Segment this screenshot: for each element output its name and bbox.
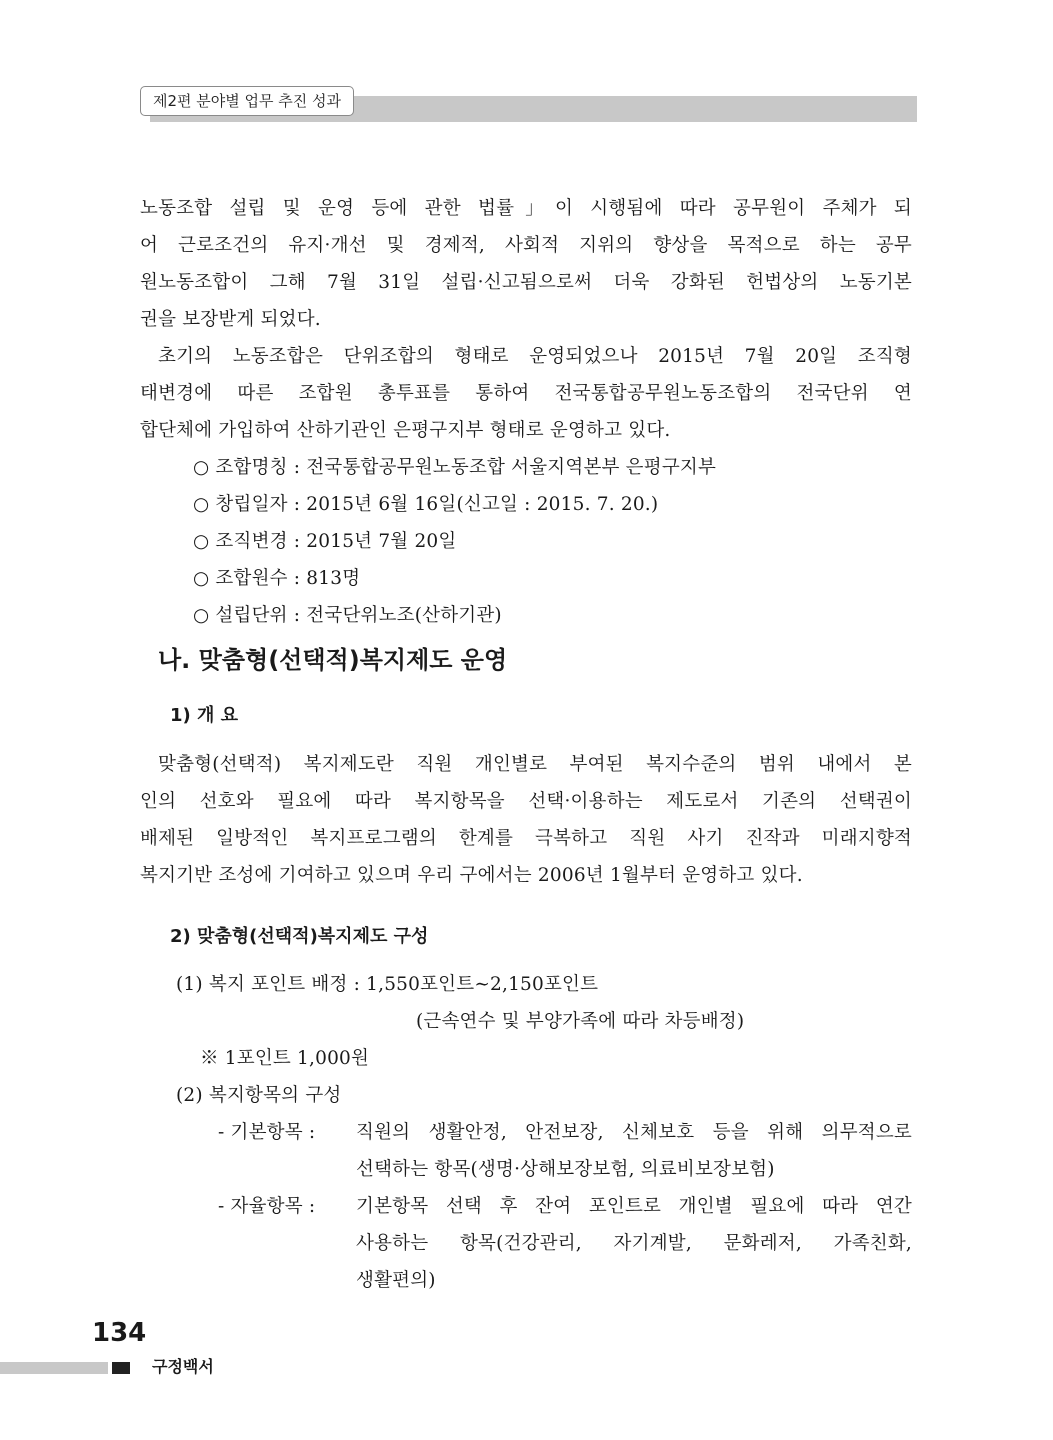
section-heading: 나. 맞춤형(선택적)복지제도 운영 xyxy=(158,646,508,674)
para2-line-2: 태변경에 따른 조합원 총투표를 통하여 전국통합공무원노동조합의 전국단위 연 xyxy=(140,383,912,404)
union-name-item: ○ 조합명칭 : 전국통합공무원노동조합 서울지역본부 은평구지부 xyxy=(193,457,717,478)
para2-line-3: 합단체에 가입하여 산하기관인 은평구지부 형태로 운영하고 있다. xyxy=(140,420,671,441)
optional-items-label: - 자율항목 : xyxy=(218,1196,316,1217)
optional-items-line-1: 기본항목 선택 후 잔여 포인트로 개인별 필요에 따라 연간 xyxy=(356,1196,912,1217)
member-count-item: ○ 조합원수 : 813명 xyxy=(193,568,361,589)
optional-items-line-2: 사용하는 항목(건강관리, 자기계발, 문화레저, 가족친화, xyxy=(356,1233,912,1254)
basic-items-line-1: 직원의 생활안정, 안전보장, 신체보호 등을 위해 의무적으로 xyxy=(356,1122,912,1143)
section-header-label: 제2편 분야별 업무 추진 성과 xyxy=(140,86,354,116)
footer-bar xyxy=(0,1362,108,1374)
book-title: 구정백서 xyxy=(152,1357,214,1376)
optional-items-line-3: 생활편의) xyxy=(356,1270,436,1291)
founding-date-item: ○ 창립일자 : 2015년 6월 16일(신고일 : 2015. 7. 20.) xyxy=(193,494,659,515)
intro-line-3: 원노동조합이 그해 7월 31일 설립·신고됨으로써 더욱 강화된 헌법상의 노동기본 xyxy=(140,272,912,293)
intro-line-1: 노동조합 설립 및 운영 등에 관한 법률」이 시행됨에 따라 공무원이 주체가 되 xyxy=(140,198,912,219)
org-change-item: ○ 조직변경 : 2015년 7월 20일 xyxy=(193,531,457,552)
basic-items-label: - 기본항목 : xyxy=(218,1122,316,1143)
page-number: 134 xyxy=(92,1318,147,1348)
point-allocation-line: (1) 복지 포인트 배정 : 1,550포인트∼2,150포인트 xyxy=(176,974,599,995)
intro-line-2: 어 근로조건의 유지·개선 및 경제적, 사회적 지위의 향상을 목적으로 하는 공무 xyxy=(140,235,912,256)
sub1-line-3: 배제된 일방적인 복지프로그램의 한계를 극복하고 직원 사기 진작과 미래지향적 xyxy=(140,828,912,849)
footer-square xyxy=(112,1362,130,1374)
point-value-note: ※ 1포인트 1,000원 xyxy=(200,1048,370,1069)
sub1-heading: 1) 개 요 xyxy=(170,705,239,726)
establishment-unit-item: ○ 설립단위 : 전국단위노조(산하기관) xyxy=(193,605,502,626)
point-allocation-note: (근속연수 및 부양가족에 따라 차등배정) xyxy=(416,1011,745,1032)
basic-items-line-2: 선택하는 항목(생명·상해보장보험, 의료비보장보험) xyxy=(356,1159,775,1180)
intro-line-4: 권을 보장받게 되었다. xyxy=(140,309,321,330)
items-heading: (2) 복지항목의 구성 xyxy=(176,1085,342,1106)
sub1-line-4: 복지기반 조성에 기여하고 있으며 우리 구에서는 2006년 1월부터 운영하고 있다. xyxy=(140,865,803,886)
sub2-heading: 2) 맞춤형(선택적)복지제도 구성 xyxy=(170,926,429,947)
sub1-line-2: 인의 선호와 필요에 따라 복지항목을 선택·이용하는 제도로서 기존의 선택권이 xyxy=(140,791,912,812)
sub1-line-1: 맞춤형(선택적) 복지제도란 직원 개인별로 부여된 복지수준의 범위 내에서 본 xyxy=(158,754,912,775)
para2-line-1: 초기의 노동조합은 단위조합의 형태로 운영되었으나 2015년 7월 20일 조직형 xyxy=(158,346,912,367)
